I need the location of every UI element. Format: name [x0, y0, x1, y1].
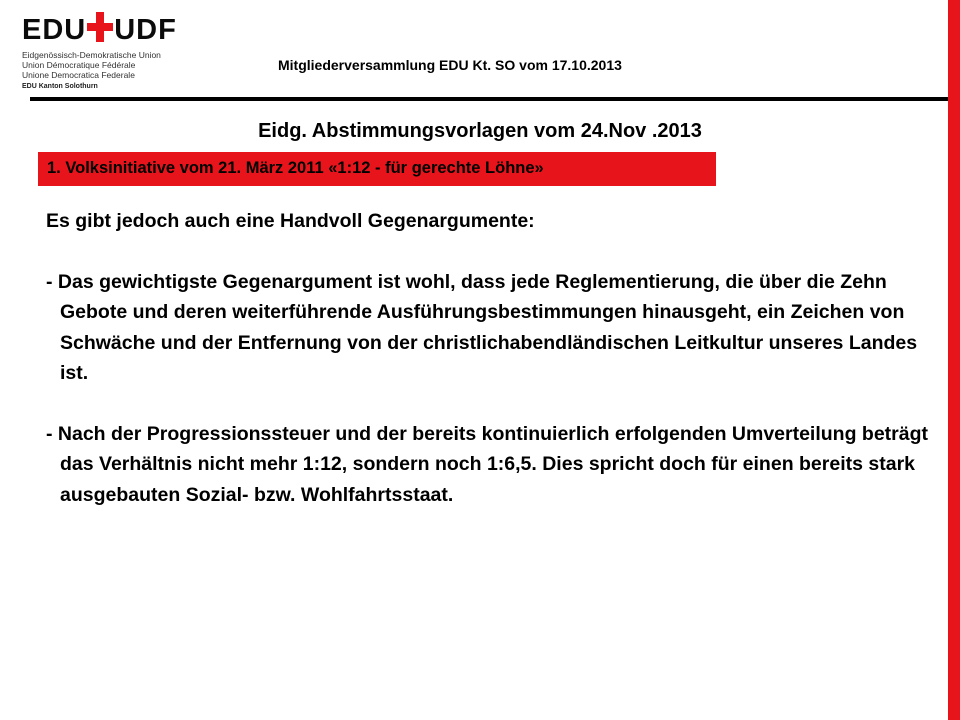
logo-wordmark: EDU UDF	[22, 14, 177, 46]
swiss-cross-icon	[87, 12, 113, 42]
header-divider	[30, 97, 948, 101]
logo-line-german: Eidgenössisch-Demokratische Union	[22, 50, 161, 60]
slide-body	[46, 206, 936, 510]
logo-line-italian: Unione Democratica Federale	[22, 70, 135, 80]
intro-text: Es gibt jedoch auch eine Handvoll Gegenargumente:	[46, 210, 535, 232]
logo-line-french: Union Démocratique Fédérale	[22, 60, 136, 70]
slide-title: Eidg. Abstimmungsvorlagen vom 24.Nov .2013	[258, 120, 702, 142]
initiative-banner-text: 1. Volksinitiative vom 21. März 2011 «1:12 - für gerechte Löhne»	[47, 159, 544, 177]
initiative-banner	[38, 152, 716, 186]
counterargument-2: - Nach der Progressionssteuer und der bereits kontinuierlich erfolgenden Umverteilung beträgt das Verhältnis nicht mehr 1:12, sondern noch 1:6,5. Dies spricht doch für einen bereits stark ausgebauten Sozial- bzw. Wohlfahrtsstaat.	[46, 422, 929, 506]
right-accent-bar	[948, 0, 960, 720]
header-title: Mitgliederversammlung EDU Kt. SO vom 17.10.2013	[278, 57, 622, 73]
edu-udf-logo	[22, 6, 177, 92]
counterargument-1: - Das gewichtigste Gegenargument ist wohl, dass jede Reglementierung, die über die Zehn Gebote und deren weiterführende Ausführungsbestimmungen hinausgeht, ein Zeichen von Schwäche und der Entfernung von der christlichabendländischen Leitkultur unseres Landes ist.	[46, 270, 918, 384]
logo-kanton: EDU Kanton Solothurn	[22, 83, 98, 90]
